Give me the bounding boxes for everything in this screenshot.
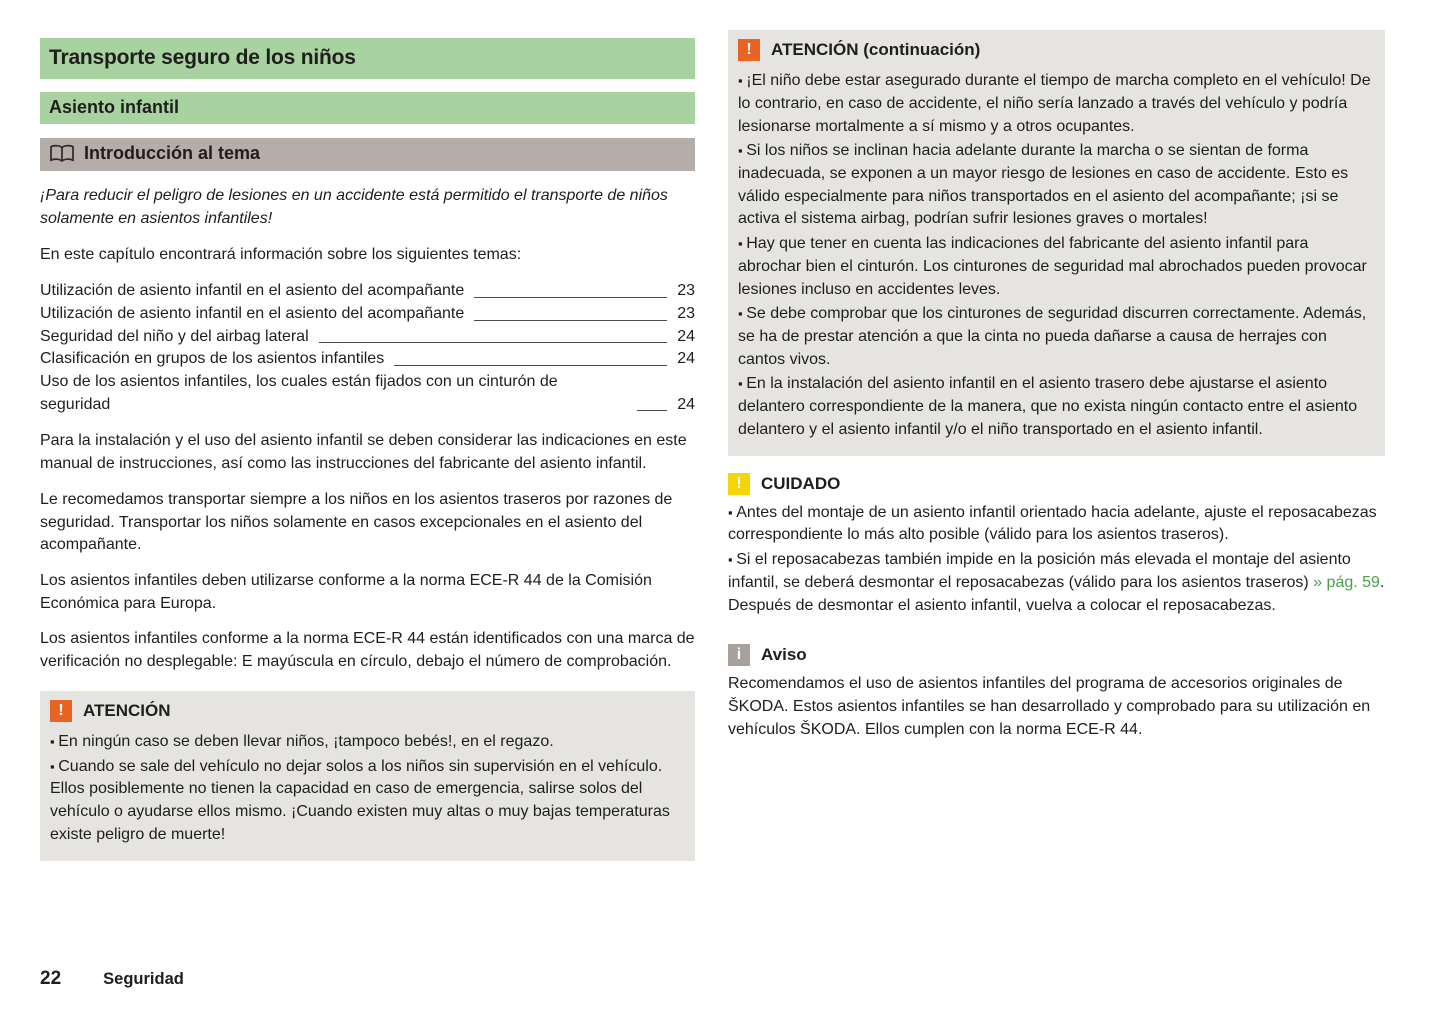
section-title: Asiento infantil [40,92,695,125]
attention-continuation-title [738,38,1375,62]
lead-italic-paragraph: ¡Para reducir el peligro de lesiones en un accidente está permitido el transporte de niños solamente en asientos infantiles! [40,186,668,227]
page-footer [40,968,184,990]
left-column [40,30,695,861]
toc-entry [40,280,695,303]
attention-item: ▪ Hay que tener en cuenta las indicaciones del fabricante del asiento infantil para abrochar bien el cinturón. Los cinturones de seguridad mal abrochados pueden provocar lesiones incluso en accidentes leves. [738,233,1375,301]
body-paragraph: Para la instalación y el uso del asiento infantil se deben considerar las indicaciones en este manual de instrucciones, así como las instrucciones del fabricante del asiento infantil. [40,432,687,473]
toc-entry-label: Clasificación en grupos de los asientos infantiles [40,350,385,368]
attention-box [40,691,695,861]
toc-entry-page: 23 [677,304,695,322]
open-book-icon [49,144,75,164]
attention-continuation-label: ATENCIÓN (continuación) [771,40,981,59]
toc-entry [40,371,695,416]
toc-leader-line [394,365,667,366]
toc-entry [40,348,695,371]
attention-item: ▪ En la instalación del asiento infantil en el asiento trasero debe ajustarse el asiento delantero correspondiente de la manera, que no exista ningún contacto entre el asiento delantero y el asiento infantil y/o el niño transportado en el asiento infantil. [738,373,1375,441]
right-column [728,30,1385,861]
info-icon: i [728,644,750,666]
toc-entry-page: 24 [677,327,695,345]
body-paragraph: Le recomedamos transportar siempre a los niños en los asientos traseros por razones de seguridad. Transportar los niños solamente en casos excepcionales en el asiento del acompañante. [40,490,673,554]
attention-warning-icon: ! [738,39,760,61]
caution-item-text: . Después de desmontar el asiento infantil, vuelva a colocar el reposacabezas. [728,573,1385,614]
toc-entry-page: 24 [677,350,695,368]
page-number: 22 [40,968,62,989]
attention-item: ▪ En ningún caso se deben llevar niños, ¡tampoco bebés!, en el regazo. [50,731,685,754]
toc-entry-label: Seguridad del niño y del airbag lateral [40,327,309,345]
caution-title-label: CUIDADO [761,473,841,493]
page-reference-link[interactable]: » pág. 59 [1313,573,1380,591]
caution-item: ▪ Antes del montaje de un asiento infantil orientado hacia adelante, ajuste el reposacabezas correspondiente lo más alto posible (válido para los asientos traseros). [728,502,1385,547]
footer-section-name: Seguridad [103,970,184,988]
intro-header-label: Introducción al tema [84,143,261,164]
two-column-layout [40,30,1385,861]
chapter-title: Transporte seguro de los niños [40,38,695,79]
attention-item: ▪ ¡El niño debe estar asegurado durante el tiempo de marcha completo en el vehículo! De lo contrario, en caso de accidente, el niño sería lanzado a través del vehículo y podría lesionarse mortalmente a sí mismo y a otros ocupantes. [738,70,1375,138]
note-section [728,643,1385,741]
body-paragraph: Los asientos infantiles conforme a la norma ECE-R 44 están identificados con una marca de verificación no desplegable: E mayúscula en círculo, debajo el número de comprobación. [40,630,695,671]
attention-item: ▪ Cuando se sale del vehículo no dejar solos a los niños sin supervisión en el vehículo. Ellos posiblemente no tienen la capacidad en caso de emergencia, salirse solos del vehículo o ayudarse ellos mismo. ¡Cuando existen muy altas o muy bajas temperaturas existe peligro de muerte! [50,756,685,847]
note-paragraph: Recomendamos el uso de asientos infantiles del programa de accesorios originales de ŠKODA. Estos asientos infantiles se han desarrollado y comprobado para su utilización en vehículos ŠKODA. Ellos cumplen con la norma ECE-R 44. [728,675,1371,738]
toc-entry-label: Utilización de asiento infantil en el asiento del acompañante [40,304,465,322]
attention-item: ▪ Se debe comprobar que los cinturones de seguridad discurren correctamente. Además, se ha de prestar atención a que la cinta no pueda dañarse a causa de herrajes con cantos vivos. [738,303,1375,371]
attention-item: ▪ Si los niños se inclinan hacia adelante durante la marcha o se sientan de forma inadecuada, se exponen a un mayor riesgo de lesiones en caso de accidente. Esto es válido especialmente para niños transportados en el asiento del acompañante; ¡si se activa el sistema airbag, podrían sufrir lesiones graves o mortales! [738,140,1375,231]
toc-entry [40,303,695,326]
body-paragraph: Los asientos infantiles deben utilizarse conforme a la norma ECE-R 44 de la Comisión Económica para Europa. [40,571,652,612]
toc-entry-page: 24 [677,395,695,413]
toc-leader-line [319,342,668,343]
toc-intro: En este capítulo encontrará información sobre los siguientes temas: [40,246,522,264]
toc-entry-page: 23 [677,282,695,300]
attention-box-title [50,699,685,723]
toc-entry [40,326,695,349]
attention-warning-icon: ! [50,700,72,722]
caution-section [728,472,1385,618]
toc-leader-line [637,410,667,411]
toc-entry-label: Uso de los asientos infantiles, los cuales están fijados con un cinturón de seguridad [40,372,558,413]
note-title-label: Aviso [761,645,807,665]
toc-leader-line [474,297,667,298]
attention-title-label: ATENCIÓN [83,700,171,720]
note-title [728,643,1385,667]
caution-warning-icon: ! [728,473,750,495]
toc-entry-label: Utilización de asiento infantil en el asiento del acompañante [40,282,465,300]
toc-leader-line [474,320,667,321]
caution-title [728,472,1385,496]
intro-header [40,138,695,171]
attention-continuation-box [728,30,1385,456]
caution-item-text: Si el reposacabezas también impide en la posición más elevada el montaje del asiento infantil, se deberá desmontar el reposacabezas (válido para los asientos traseros) [728,551,1351,591]
table-of-contents [40,280,695,416]
caution-item [728,549,1385,617]
